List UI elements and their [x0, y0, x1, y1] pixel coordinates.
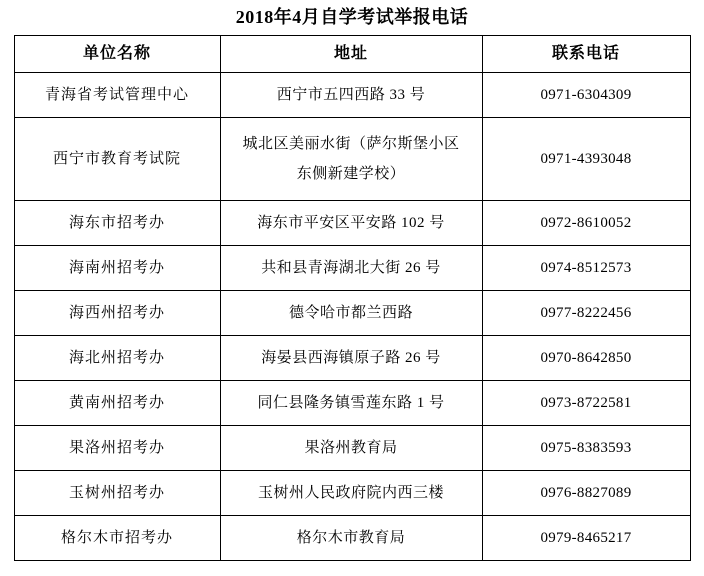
cell-address: 同仁县隆务镇雪莲东路 1 号	[220, 381, 482, 426]
table-row	[14, 118, 690, 201]
column-header-unit: 单位名称	[14, 36, 220, 73]
cell-address: 海晏县西海镇原子路 26 号	[220, 336, 482, 381]
cell-telephone: 0976-8827089	[482, 471, 690, 516]
cell-telephone: 0970-8642850	[482, 336, 690, 381]
cell-address: 德令哈市都兰西路	[220, 291, 482, 336]
cell-unit: 海东市招考办	[14, 201, 220, 246]
cell-unit: 海西州招考办	[14, 291, 220, 336]
table-row	[14, 516, 690, 561]
column-header-telephone: 联系电话	[482, 36, 690, 73]
cell-telephone: 0972-8610052	[482, 201, 690, 246]
cell-address: 果洛州教育局	[220, 426, 482, 471]
column-header-address: 地址	[220, 36, 482, 73]
cell-unit: 海南州招考办	[14, 246, 220, 291]
cell-address: 海东市平安区平安路 102 号	[220, 201, 482, 246]
cell-telephone: 0975-8383593	[482, 426, 690, 471]
cell-telephone: 0973-8722581	[482, 381, 690, 426]
cell-telephone: 0979-8465217	[482, 516, 690, 561]
table-row	[14, 201, 690, 246]
report-phone-table	[14, 35, 691, 561]
table-row	[14, 246, 690, 291]
cell-telephone: 0971-6304309	[482, 73, 690, 118]
cell-address	[220, 118, 482, 201]
cell-address: 共和县青海湖北大街 26 号	[220, 246, 482, 291]
cell-address: 西宁市五四西路 33 号	[220, 73, 482, 118]
cell-address: 格尔木市教育局	[220, 516, 482, 561]
table-row	[14, 336, 690, 381]
cell-address: 玉树州人民政府院内西三楼	[220, 471, 482, 516]
table-row	[14, 471, 690, 516]
cell-unit: 青海省考试管理中心	[14, 73, 220, 118]
cell-telephone: 0971-4393048	[482, 118, 690, 201]
table-header-row	[14, 36, 690, 73]
address-line-1: 城北区美丽水街（萨尔斯堡小区	[242, 136, 460, 152]
address-line-2: 东侧新建学校）	[296, 166, 406, 182]
cell-telephone: 0977-8222456	[482, 291, 690, 336]
cell-unit: 西宁市教育考试院	[14, 118, 220, 201]
table-row	[14, 291, 690, 336]
cell-unit: 格尔木市招考办	[14, 516, 220, 561]
cell-unit: 海北州招考办	[14, 336, 220, 381]
cell-unit: 果洛州招考办	[14, 426, 220, 471]
table-row	[14, 426, 690, 471]
cell-unit: 黄南州招考办	[14, 381, 220, 426]
table-row	[14, 381, 690, 426]
cell-telephone: 0974-8512573	[482, 246, 690, 291]
page-title: 2018年4月自学考试举报电话	[235, 7, 469, 27]
cell-unit: 玉树州招考办	[14, 471, 220, 516]
table-row	[14, 73, 690, 118]
